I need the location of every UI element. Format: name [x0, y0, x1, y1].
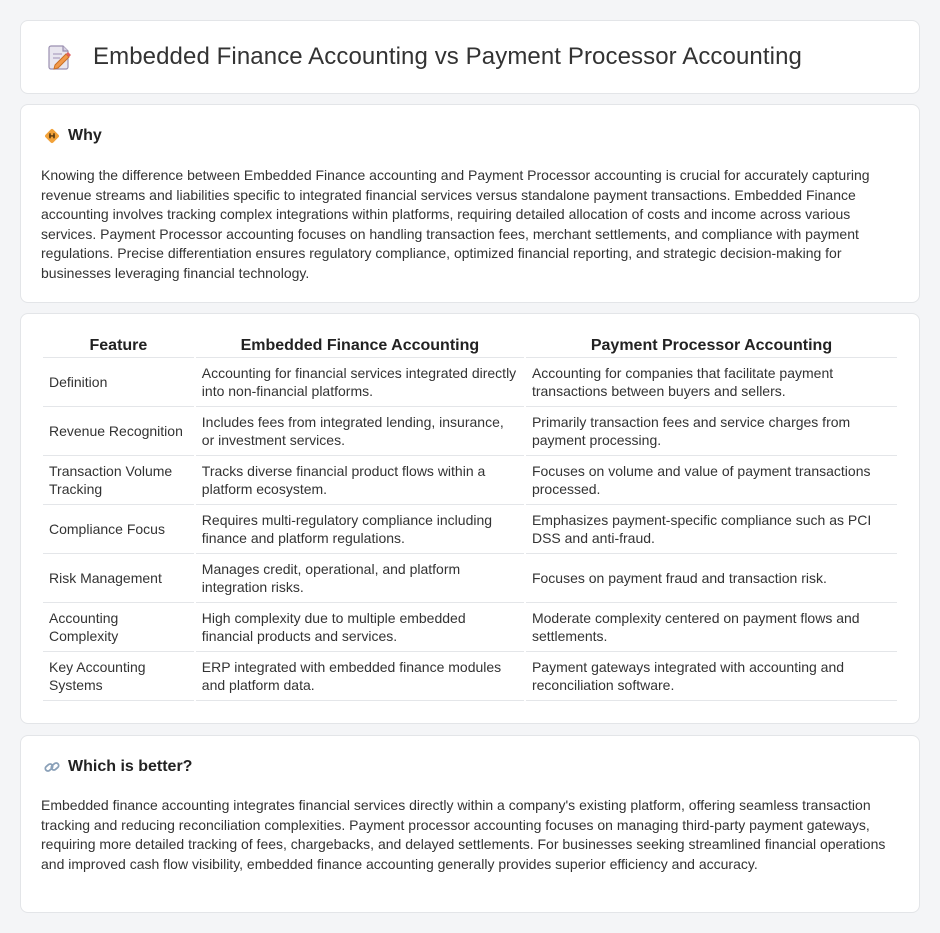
table-row — [43, 652, 897, 701]
payment-processor-cell: Focuses on payment fraud and transaction risk. — [526, 554, 897, 603]
which-is-better-section — [20, 735, 920, 913]
why-section — [20, 104, 920, 303]
feature-cell: Accounting Complexity — [43, 603, 194, 652]
page-title: Embedded Finance Accounting vs Payment Processor Accounting — [93, 43, 802, 70]
table-row — [43, 505, 897, 554]
table-row — [43, 407, 897, 456]
why-text: Knowing the difference between Embedded Finance accounting and Payment Processor accounting is crucial for accurately capturing revenue streams and liabilities specific to integrated financial services versus standalone payment transactions. Embedded Finance accounting involves tracking complex integrations within platforms, requiring detailed allocation of costs and income across various services. Payment Processor accounting focuses on handling transaction fees, merchant settlements, and compliance with payment regulations. Precise differentiation ensures regulatory compliance, optimized financial reporting, and strategic decision-making for businesses leveraging financial technology. — [41, 167, 870, 281]
feature-cell: Definition — [43, 358, 194, 407]
embedded-finance-cell: Manages credit, operational, and platform integration risks. — [196, 554, 524, 603]
document-edit-icon — [47, 43, 73, 71]
better-text: Embedded finance accounting integrates financial services directly within a company's existing platform, offering seamless transaction tracking and reducing reconciliation complexities. Payment processor accounting focuses on managing third-party payment gateways, requiring more detailed tracking of fees, chargebacks, and delayed settlements. For businesses seeking streamlined financial operations and improved cash flow visibility, embedded finance accounting generally provides superior efficiency and accuracy. — [41, 797, 886, 872]
payment-processor-cell: Primarily transaction fees and service charges from payment processing. — [526, 407, 897, 456]
table-row — [43, 554, 897, 603]
header-card — [20, 20, 920, 94]
comparison-table — [41, 336, 899, 701]
embedded-finance-cell: Requires multi-regulatory compliance including finance and platform regulations. — [196, 505, 524, 554]
title-row — [47, 43, 802, 71]
feature-cell: Risk Management — [43, 554, 194, 603]
payment-processor-cell: Emphasizes payment-specific compliance such as PCI DSS and anti-fraud. — [526, 505, 897, 554]
feature-cell: Key Accounting Systems — [43, 652, 194, 701]
why-heading-row — [43, 127, 102, 145]
embedded-finance-cell: Accounting for financial services integrated directly into non-financial platforms. — [196, 358, 524, 407]
column-header-feature: Feature — [43, 336, 194, 358]
payment-processor-cell: Accounting for companies that facilitate payment transactions between buyers and sellers. — [526, 358, 897, 407]
column-header-payment-processor: Payment Processor Accounting — [526, 336, 897, 358]
table-row — [43, 456, 897, 505]
embedded-finance-cell: Includes fees from integrated lending, insurance, or investment services. — [196, 407, 524, 456]
table-header-row — [43, 336, 897, 358]
feature-cell: Compliance Focus — [43, 505, 194, 554]
table-row — [43, 358, 897, 407]
column-header-embedded-finance: Embedded Finance Accounting — [196, 336, 524, 358]
embedded-finance-cell: ERP integrated with embedded finance modules and platform data. — [196, 652, 524, 701]
better-heading-row — [43, 758, 192, 776]
table-row — [43, 603, 897, 652]
feature-cell: Transaction Volume Tracking — [43, 456, 194, 505]
why-heading: Why — [68, 127, 102, 144]
feature-cell: Revenue Recognition — [43, 407, 194, 456]
payment-processor-cell: Focuses on volume and value of payment transactions processed. — [526, 456, 897, 505]
link-icon — [43, 758, 61, 776]
payment-processor-cell: Payment gateways integrated with accounting and reconciliation software. — [526, 652, 897, 701]
comparison-card — [20, 313, 920, 724]
diamond-warning-icon — [43, 127, 61, 145]
payment-processor-cell: Moderate complexity centered on payment flows and settlements. — [526, 603, 897, 652]
embedded-finance-cell: High complexity due to multiple embedded financial products and services. — [196, 603, 524, 652]
embedded-finance-cell: Tracks diverse financial product flows within a platform ecosystem. — [196, 456, 524, 505]
better-heading: Which is better? — [68, 758, 193, 775]
